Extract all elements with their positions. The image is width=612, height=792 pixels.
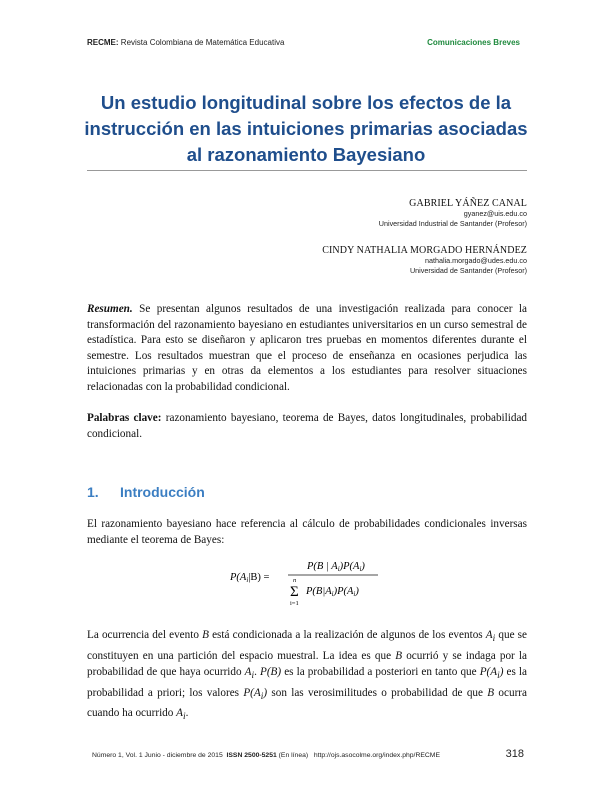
- journal-full-name: Revista Colombiana de Matemática Educativa: [120, 38, 285, 47]
- section-title: Introducción: [120, 484, 205, 500]
- author-name: CINDY NATHALIA MORGADO HERNÁNDEZ: [322, 245, 527, 256]
- keywords: [87, 411, 527, 442]
- bayes-formula: [230, 555, 390, 615]
- keywords-label: Palabras clave:: [87, 412, 162, 424]
- abstract-label: Resumen.: [87, 303, 133, 315]
- page-number: 318: [505, 748, 524, 760]
- sum-symbol-icon: Σ: [290, 584, 299, 600]
- author-affiliation: Universidad de Santander (Profesor): [409, 266, 527, 275]
- footer-issue: Número 1, Vol. 1 Junio - diciembre de 2015: [92, 752, 223, 759]
- journal-abbr: RECME:: [87, 38, 119, 47]
- footer-issn: ISSN 2500-5251: [226, 752, 277, 759]
- author-name: GABRIEL YÁÑEZ CANAL: [409, 198, 527, 209]
- body-paragraph: La ocurrencia del evento B está condicionada a la realización de algunos de los eventos $A_i$ que se constituyen en una partición del espacio muestral. La idea es que B ocurrió y se indaga por la probabilidad de que haya ocurrido $A_i$. P(B) es la probabilidad a posteriori en tanto que $P(A_i)$ es la probabilidad a priori; los valores $P(A_i)$ son las verosimilitudes o probabilidad de que B ocurra cuando ha ocurrido $A_i$.: [87, 629, 527, 723]
- title-divider: [87, 170, 527, 171]
- author-1: [379, 198, 527, 229]
- sum-upper: n: [293, 577, 297, 584]
- author-affiliation: Universidad Industrial de Santander (Profesor): [378, 219, 527, 228]
- intro-paragraph: El razonamiento bayesiano hace referencia al cálculo de probabilidades condicionales inversas mediante el teorema de Bayes:: [87, 518, 527, 546]
- running-head: [87, 38, 520, 52]
- footer-info: [92, 752, 440, 759]
- journal-name: [87, 38, 284, 47]
- section-number: 1.: [87, 484, 99, 500]
- keywords-text: razonamiento bayesiano, teorema de Bayes, datos longitudinales, probabilidad condicional.: [87, 412, 528, 440]
- formula-denominator: P(B|Ai)P(Ai): [306, 586, 359, 598]
- abstract-text: Se presentan algunos resultados de una investigación realizada para conocer la transformación del razonamiento bayesiano en estudiantes universitarios en un curso semestral de estadística. Para esto se diseñaron y aplicaron tres pruebas en momentos diferentes durante el semestre. Los resultados muestran que el proceso de enseñanza en ocasiones perjudica las intuiciones primarias y en otras da elementos a los estudiantes para resolver situaciones relacionadas con la probabilidad condicional.: [87, 303, 527, 393]
- footer-online: (En línea): [278, 752, 309, 759]
- author-email: gyanez@uis.edu.co: [463, 209, 527, 218]
- formula-lhs: P(Ai|B) =: [230, 572, 270, 584]
- footer-url: http://ojs.asocolme.org/index.php/RECME: [313, 752, 440, 759]
- paper-title: Un estudio longitudinal sobre los efectos de la instrucción en las intuiciones primarias asociadas al razonamiento Bayesiano: [84, 92, 528, 165]
- sum-lower: i=1: [290, 600, 299, 607]
- author-email: nathalia.morgado@udes.edu.co: [424, 256, 527, 265]
- author-2: [322, 245, 527, 276]
- formula-numerator: P(B | Ai)P(Ai): [307, 561, 365, 573]
- abstract: [87, 302, 527, 396]
- section-heading: [87, 484, 205, 500]
- section-label: Comunicaciones Breves: [427, 38, 520, 47]
